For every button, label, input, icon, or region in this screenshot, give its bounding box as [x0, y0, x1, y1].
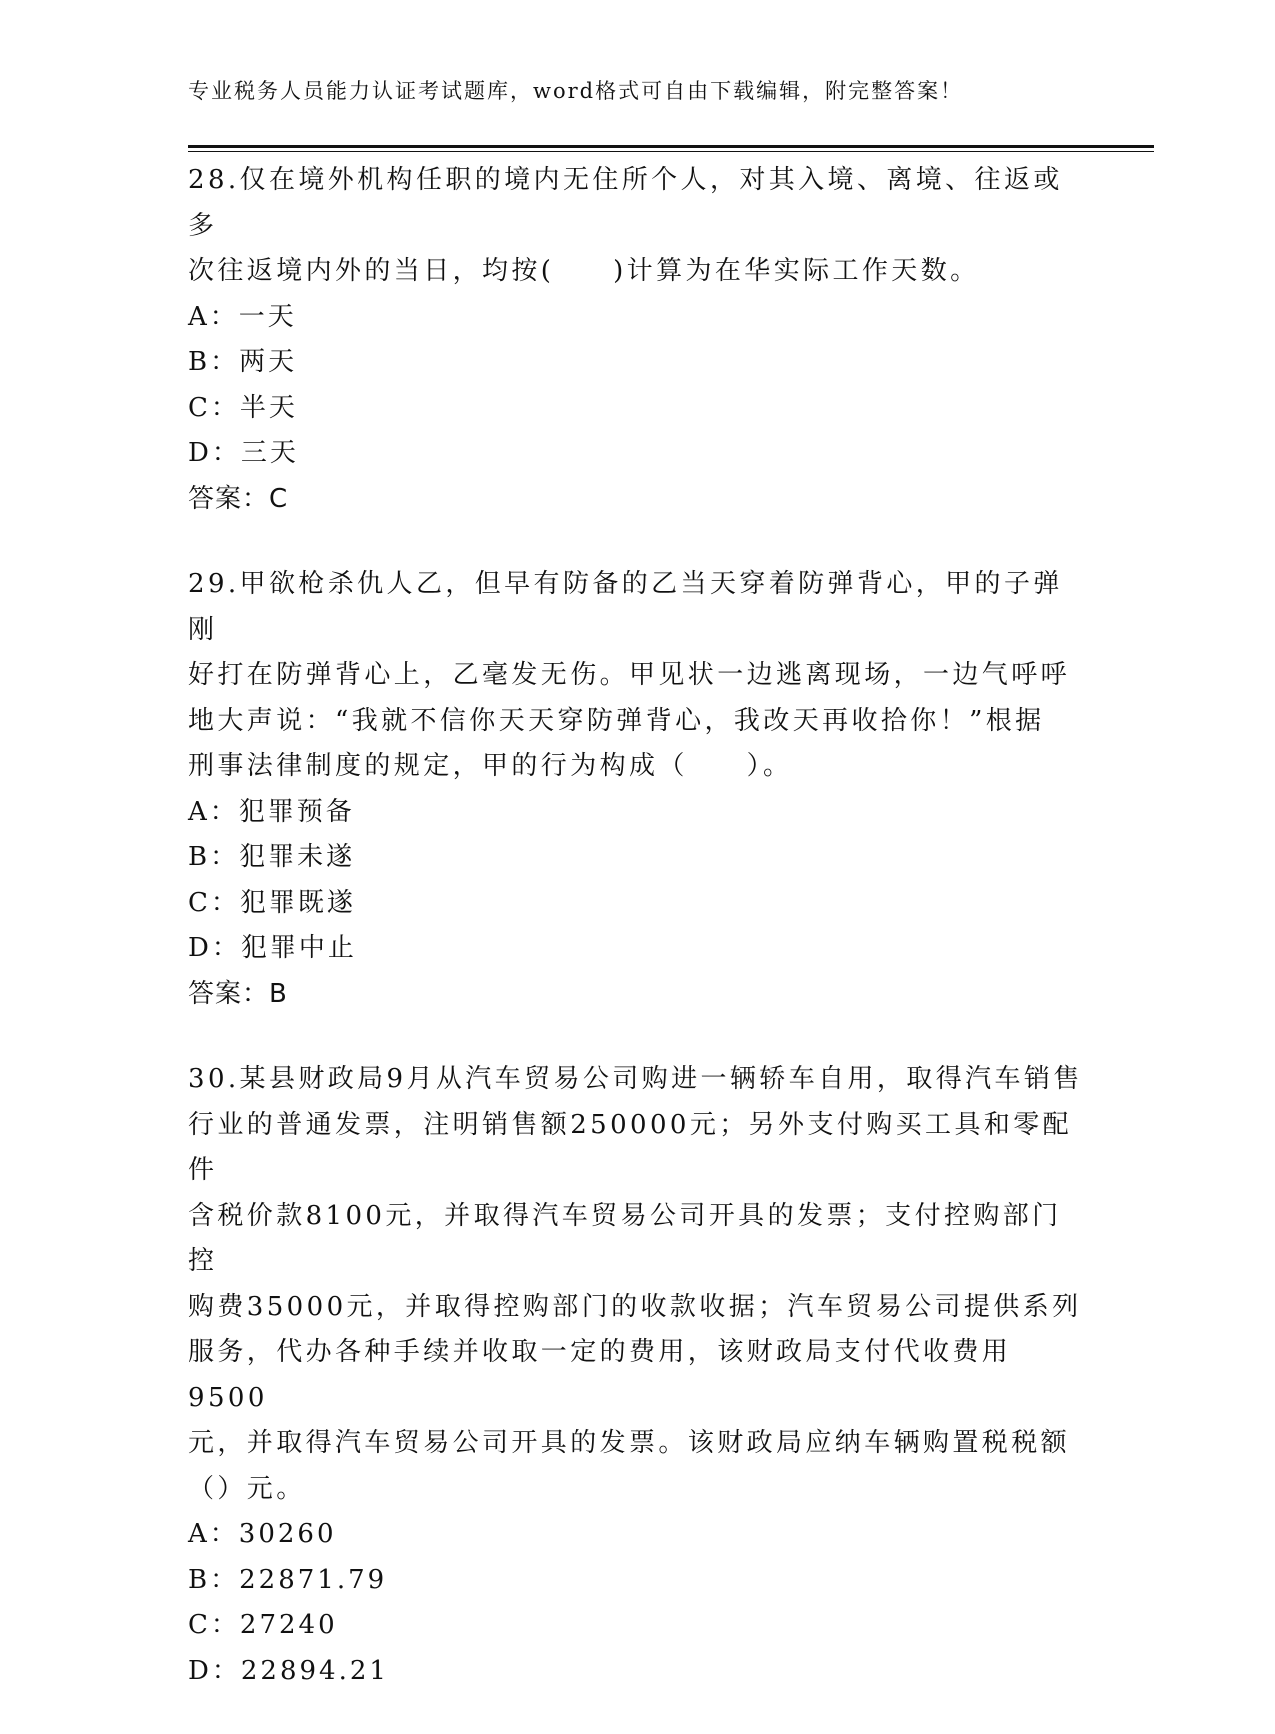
option-label: A： [188, 301, 239, 332]
option-a [188, 790, 1088, 836]
option-c [188, 1603, 1088, 1649]
option-b [188, 1558, 1088, 1604]
option-label: B： [188, 1564, 240, 1595]
question-stem-line: 元，并取得汽车贸易公司开具的发票。该财政局应纳车辆购置税税额 [188, 1428, 1071, 1458]
option-d [188, 431, 1088, 477]
option-text: 30260 [238, 1519, 337, 1549]
option-b [188, 340, 1088, 386]
option-text: 犯罪预备 [238, 796, 355, 827]
option-b [188, 835, 1088, 881]
question-stem-line: 好打在防弹背心上，乙毫发无伤。甲见状一边逃离现场，一边气呼呼 [188, 660, 1071, 690]
question-stem-line: 次往返境内外的当日，均按( )计算为在华实际工作天数。 [188, 256, 980, 286]
question-30 [188, 1057, 1088, 1694]
option-text: 一天 [238, 301, 297, 332]
answer-line: 答案：B [188, 978, 288, 1009]
page-header: 专业税务人员能力认证考试题库，word格式可自由下载编辑，附完整答案！ [188, 79, 964, 103]
option-label: D： [188, 933, 241, 963]
option-label: C： [188, 392, 240, 423]
question-stem-line: 含税价款8100元，并取得汽车贸易公司开具的发票；支付控购部门控 [188, 1200, 1062, 1276]
option-label: C： [188, 1610, 240, 1640]
option-label: A： [188, 1519, 239, 1549]
answer-line: 答案：C [188, 483, 289, 514]
option-a [188, 1512, 1088, 1558]
option-text: 犯罪既遂 [239, 887, 356, 918]
option-label: B： [188, 347, 240, 377]
question-29 [188, 562, 1088, 1017]
option-text: 犯罪中止 [240, 933, 357, 963]
option-text: 半天 [239, 392, 298, 423]
header-rule-thick [188, 145, 1154, 148]
question-stem-line: 行业的普通发票，注明销售额250000元；另外支付购买工具和零配件 [188, 1109, 1073, 1185]
option-label: A： [188, 796, 239, 827]
question-stem-line: 29.甲欲枪杀仇人乙，但早有防备的乙当天穿着防弹背心，甲的子弹刚 [188, 569, 1063, 645]
header-rule-thin [188, 151, 1154, 152]
option-text: 三天 [240, 438, 299, 468]
option-text: 27240 [239, 1610, 338, 1640]
question-stem-line: 刑事法律制度的规定，甲的行为构成（ ）。 [188, 751, 793, 781]
option-label: D： [188, 438, 241, 468]
option-d [188, 926, 1088, 972]
option-label: D： [188, 1655, 241, 1686]
question-stem-line: 28.仅在境外机构任职的境内无住所个人，对其入境、离境、往返或多 [188, 165, 1063, 241]
question-stem-line: 地大声说：“我就不信你天天穿防弹背心，我改天再收拾你！”根据 [188, 705, 1045, 736]
option-d [188, 1649, 1088, 1695]
option-c [188, 386, 1088, 432]
question-list [188, 158, 1088, 1734]
question-stem-line: （）元。 [188, 1473, 306, 1504]
option-text: 22894.21 [240, 1655, 389, 1686]
question-stem-line: 购费35000元，并取得控购部门的收款收据；汽车贸易公司提供系列 [188, 1291, 1082, 1322]
option-label: B： [188, 842, 240, 872]
question-stem-line: 30.某县财政局9月从汽车贸易公司购进一辆轿车自用，取得汽车销售 [188, 1064, 1083, 1094]
option-c [188, 881, 1088, 927]
option-label: C： [188, 887, 240, 918]
option-text: 22871.79 [239, 1564, 388, 1595]
question-28 [188, 158, 1088, 522]
option-text: 两天 [239, 347, 298, 377]
option-text: 犯罪未遂 [239, 842, 356, 872]
option-a [188, 295, 1088, 341]
question-stem-line: 服务，代办各种手续并收取一定的费用，该财政局支付代收费用9500 [188, 1337, 1012, 1413]
